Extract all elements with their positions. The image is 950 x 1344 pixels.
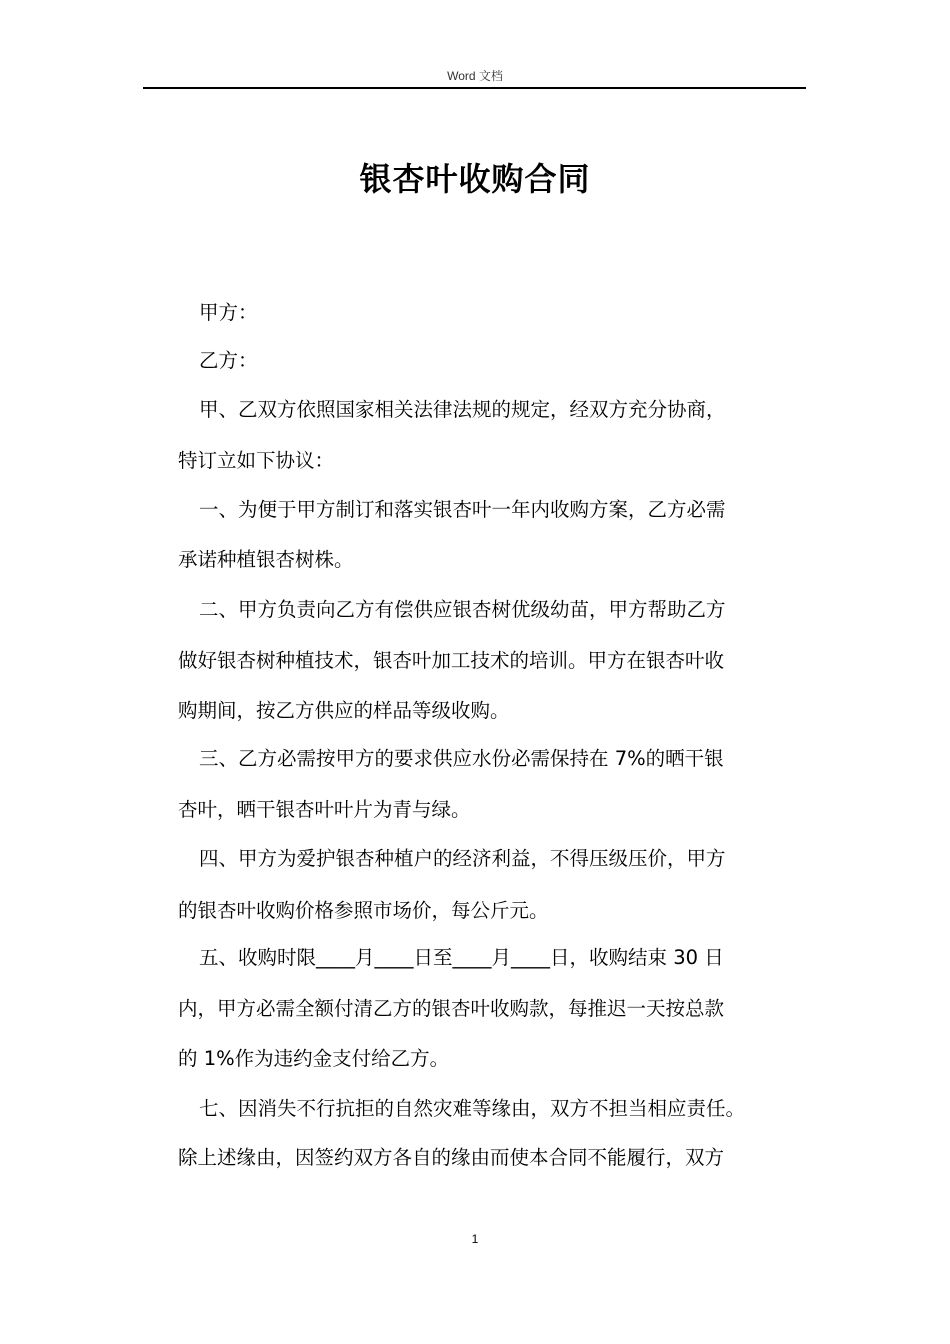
paragraph-line: 一、为便于甲方制订和落实银杏叶一年内收购方案，乙方必需 bbox=[199, 498, 726, 521]
paragraph-line: 除上述缘由，因签约双方各自的缘由而使本合同不能履行，双方 bbox=[178, 1146, 725, 1169]
paragraph-line: 的 1%作为违约金支付给乙方。 bbox=[178, 1047, 450, 1070]
paragraph-line: 杏叶，晒干银杏叶叶片为青与绿。 bbox=[178, 798, 471, 821]
paragraph-line: 乙方： bbox=[199, 349, 258, 372]
paragraph-line: 甲、乙双方依照国家相关法律法规的规定，经双方充分协商， bbox=[199, 398, 726, 421]
paragraph-line: 二、甲方负责向乙方有偿供应银杏树优级幼苗，甲方帮助乙方 bbox=[199, 598, 726, 621]
paragraph-line: 七、因消失不行抗拒的自然灾难等缘由，双方不担当相应责任。 bbox=[199, 1097, 746, 1120]
paragraph-line: 特订立如下协议： bbox=[178, 449, 335, 472]
paragraph-line: 的银杏叶收购价格参照市场价，每公斤元。 bbox=[178, 899, 549, 922]
paragraph-line: 做好银杏树种植技术，银杏叶加工技术的培训。甲方在银杏叶收 bbox=[178, 649, 725, 672]
paragraph-line: 内，甲方必需全额付清乙方的银杏叶收购款，每推迟一天按总款 bbox=[178, 997, 725, 1020]
document-title: 银杏叶收购合同 bbox=[359, 160, 591, 198]
paragraph-line: 购期间，按乙方供应的样品等级收购。 bbox=[178, 699, 510, 722]
page-header-label: Word 文档 bbox=[447, 69, 503, 83]
paragraph-line: 三、乙方必需按甲方的要求供应水份必需保持在 7%的晒干银 bbox=[199, 747, 724, 770]
paragraph-line: 甲方： bbox=[199, 301, 258, 324]
paragraph-line: 四、甲方为爱护银杏种植户的经济利益，不得压级压价，甲方 bbox=[199, 847, 726, 870]
page-number: 1 bbox=[471, 1232, 479, 1246]
paragraph-line: 承诺种植银杏树株。 bbox=[178, 548, 354, 571]
paragraph-line: 五、收购时限____月____日至____月____日，收购结束 30 日 bbox=[199, 946, 724, 969]
header-divider bbox=[143, 87, 806, 89]
